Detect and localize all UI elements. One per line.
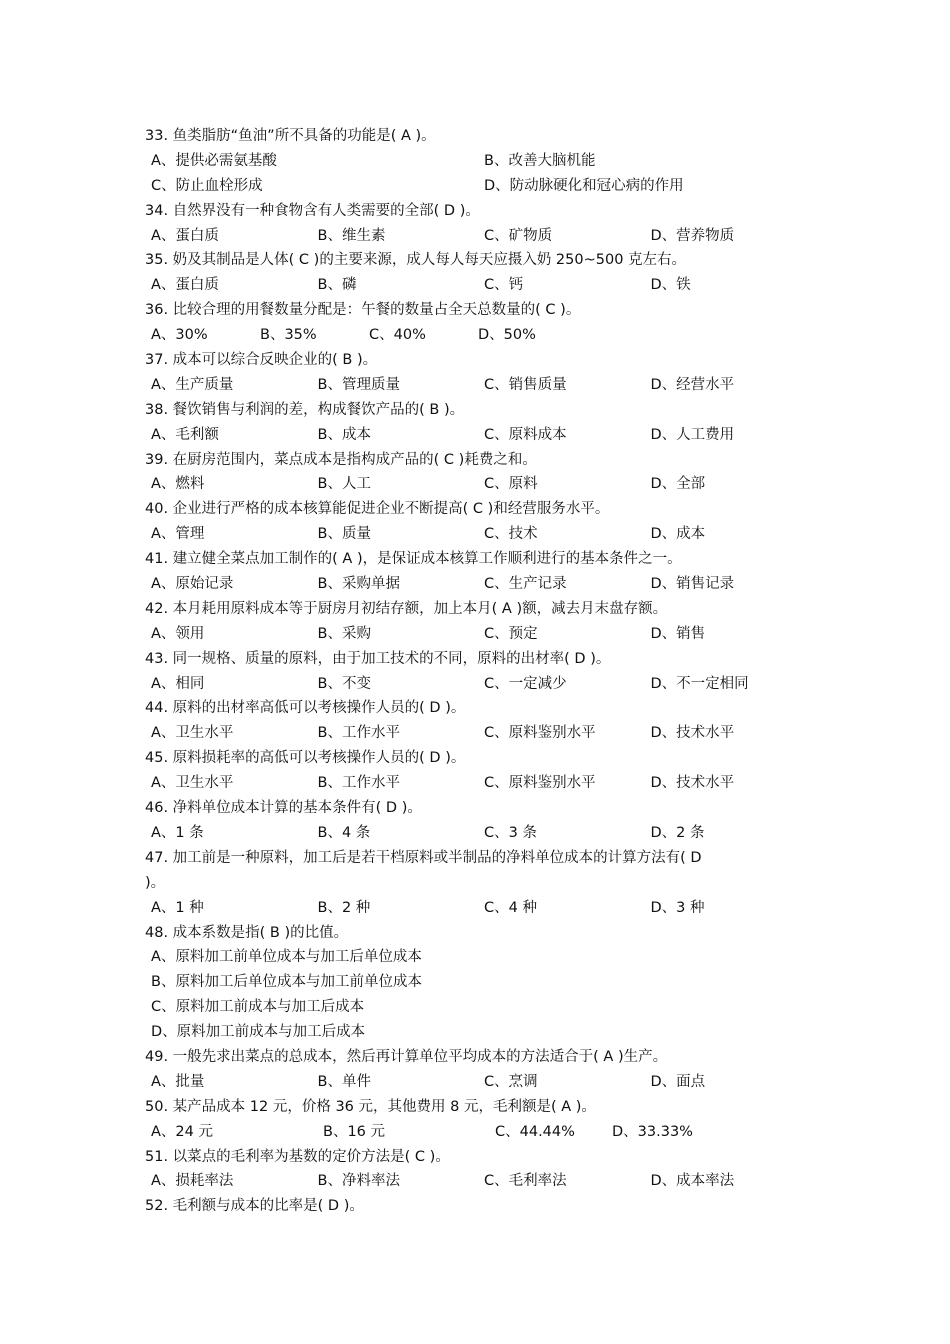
options-row: [145, 821, 817, 846]
option-d: D、33.33%: [612, 1123, 693, 1140]
options-row: [145, 149, 817, 174]
question-text: 41. 建立健全菜点加工制作的( A )，是保证成本核算工作顺利进行的基本条件之一。: [145, 551, 682, 568]
option-c: C、原料加工前成本与加工后成本: [151, 999, 365, 1016]
option-c: C、生产记录: [484, 576, 567, 593]
option-c: C、烹调: [484, 1073, 538, 1090]
options-row: [145, 622, 817, 647]
question-text: 38. 餐饮销售与利润的差，构成餐饮产品的( B )。: [145, 401, 465, 418]
option-a: A、卫生水平: [151, 725, 234, 742]
option-b: B、成本: [317, 426, 371, 443]
option-b: B、人工: [317, 476, 371, 493]
option-a: A、领用: [151, 625, 205, 642]
options-row: [145, 1169, 817, 1194]
option-b: B、质量: [317, 526, 371, 543]
option-c: C、销售质量: [484, 376, 567, 393]
option-b: B、4 条: [317, 824, 371, 841]
option-a: A、生产质量: [151, 376, 234, 393]
option-a: A、提供必需氨基酸: [151, 152, 277, 169]
option-d: D、原料加工前成本与加工后成本: [151, 1024, 366, 1041]
option-b: B、单件: [317, 1073, 371, 1090]
option-b: B、35%: [260, 327, 317, 344]
option-c: C、40%: [369, 327, 426, 344]
question-text: 48. 成本系数是指( B )的比值。: [145, 924, 349, 941]
options-row: [145, 896, 817, 921]
option-c: C、原料鉴别水平: [484, 775, 596, 792]
question-text: 40. 企业进行严格的成本核算能促进企业不断提高( C )和经营服务水平。: [145, 501, 610, 518]
option-c: C、3 条: [484, 824, 537, 841]
option-c: C、一定减少: [484, 675, 567, 692]
option-a: A、蛋白质: [151, 227, 219, 244]
options-row: [145, 323, 817, 348]
option-d: D、成本率法: [650, 1173, 735, 1190]
option-c: C、矿物质: [484, 227, 553, 244]
option-d: D、人工费用: [650, 426, 735, 443]
option-d: D、50%: [478, 327, 536, 344]
option-b: B、净料率法: [317, 1173, 400, 1190]
option-a: A、损耗率法: [151, 1173, 234, 1190]
options-row: [145, 572, 817, 597]
option-a: A、批量: [151, 1073, 205, 1090]
option-b: B、原料加工后单位成本与加工前单位成本: [151, 974, 422, 991]
option-d: D、2 条: [650, 824, 705, 841]
question-text: 34. 自然界没有一种食物含有人类需要的全部( D )。: [145, 202, 480, 219]
option-c: C、预定: [484, 625, 538, 642]
option-d: D、营养物质: [650, 227, 735, 244]
option-d: D、销售: [650, 625, 706, 642]
option-b: B、16 元: [323, 1123, 386, 1140]
question-text: 37. 成本可以综合反映企业的( B )。: [145, 352, 378, 369]
question-text: 33. 鱼类脂肪“鱼油”所不具备的功能是( A )。: [145, 128, 436, 144]
option-c: C、毛利率法: [484, 1173, 567, 1190]
option-a: A、24 元: [151, 1123, 213, 1140]
option-b: B、磷: [317, 277, 357, 294]
question-text: 44. 原料的出材率高低可以考核操作人员的( D )。: [145, 700, 466, 717]
options-row: [145, 224, 817, 249]
options-row: [145, 721, 817, 746]
option-a: A、原始记录: [151, 576, 234, 593]
question-text: 49. 一般先求出菜点的总成本，然后再计算单位平均成本的方法适合于( A )生产。: [145, 1048, 668, 1065]
option-c: C、原料成本: [484, 426, 567, 443]
option-b: B、维生素: [317, 227, 386, 244]
document-body: [145, 124, 817, 1219]
options-row: [145, 1070, 817, 1095]
option-b: B、采购单据: [317, 576, 400, 593]
question-text: 51. 以菜点的毛利率为基数的定价方法是( C )。: [145, 1148, 450, 1165]
option-c: C、防止血栓形成: [151, 177, 263, 194]
question-text: 42. 本月耗用原料成本等于厨房月初结存额，加上本月( A )额，减去月末盘存额。: [145, 600, 668, 617]
option-a: A、1 条: [151, 824, 204, 841]
option-d: D、经营水平: [650, 376, 735, 393]
options-row: [145, 522, 817, 547]
question-text: 46. 净料单位成本计算的基本条件有( D )。: [145, 800, 422, 817]
option-b: B、改善大脑机能: [484, 152, 596, 169]
question-text: 47. 加工前是一种原料，加工后是若干档原料或半制品的净料单位成本的计算方法有( D: [145, 849, 702, 866]
option-a: A、相同: [151, 675, 205, 692]
options-row: [145, 273, 817, 298]
option-d: D、铁: [650, 277, 691, 294]
option-c: C、技术: [484, 526, 538, 543]
options-row: [145, 672, 817, 697]
options-row: [145, 472, 817, 497]
option-b: B、2 种: [317, 899, 371, 916]
option-c: C、4 种: [484, 899, 537, 916]
option-a: A、原料加工前单位成本与加工后单位成本: [151, 949, 422, 966]
options-row: [145, 1120, 817, 1145]
question-text: 50. 某产品成本 12 元，价格 36 元，其他费用 8 元，毛利额是( A )。: [145, 1098, 596, 1115]
options-row: [145, 771, 817, 796]
option-a: A、1 种: [151, 899, 204, 916]
option-b: B、管理质量: [317, 376, 400, 393]
question-text-continued: )。: [145, 874, 166, 891]
option-a: A、毛利额: [151, 426, 219, 443]
options-row: [145, 174, 817, 199]
option-c: C、原料鉴别水平: [484, 725, 596, 742]
option-b: B、工作水平: [317, 775, 400, 792]
option-c: C、44.44%: [495, 1123, 575, 1140]
question-text: 35. 奶及其制品是人体( C )的主要来源，成人每人每天应摄入奶 250~500 克左右。: [145, 252, 687, 269]
question-text: 43. 同一规格、质量的原料，由于加工技术的不同，原料的出材率( D )。: [145, 650, 611, 667]
option-d: D、防动脉硬化和冠心病的作用: [484, 177, 684, 194]
option-d: D、技术水平: [650, 775, 735, 792]
option-d: D、不一定相同: [650, 675, 749, 692]
option-b: B、采购: [317, 625, 371, 642]
question-text: 39. 在厨房范围内，菜点成本是指构成产品的( C )耗费之和。: [145, 451, 537, 468]
option-c: C、钙: [484, 277, 524, 294]
option-b: B、不变: [317, 675, 371, 692]
options-row: [145, 423, 817, 448]
option-d: D、面点: [650, 1073, 706, 1090]
option-a: A、管理: [151, 526, 205, 543]
option-c: C、原料: [484, 476, 538, 493]
question-text: 36. 比较合理的用餐数量分配是：午餐的数量占全天总数量的( C )。: [145, 302, 581, 319]
option-b: B、工作水平: [317, 725, 400, 742]
option-a: A、卫生水平: [151, 775, 234, 792]
option-d: D、销售记录: [650, 576, 735, 593]
option-d: D、成本: [650, 526, 706, 543]
question-text: 45. 原料损耗率的高低可以考核操作人员的( D )。: [145, 750, 466, 767]
option-a: A、燃料: [151, 476, 205, 493]
option-a: A、蛋白质: [151, 277, 219, 294]
options-row: [145, 373, 817, 398]
option-a: A、30%: [151, 327, 208, 344]
question-text: 52. 毛利额与成本的比率是( D )。: [145, 1198, 364, 1215]
option-d: D、技术水平: [650, 725, 735, 742]
option-d: D、3 种: [650, 899, 705, 916]
option-d: D、全部: [650, 476, 706, 493]
